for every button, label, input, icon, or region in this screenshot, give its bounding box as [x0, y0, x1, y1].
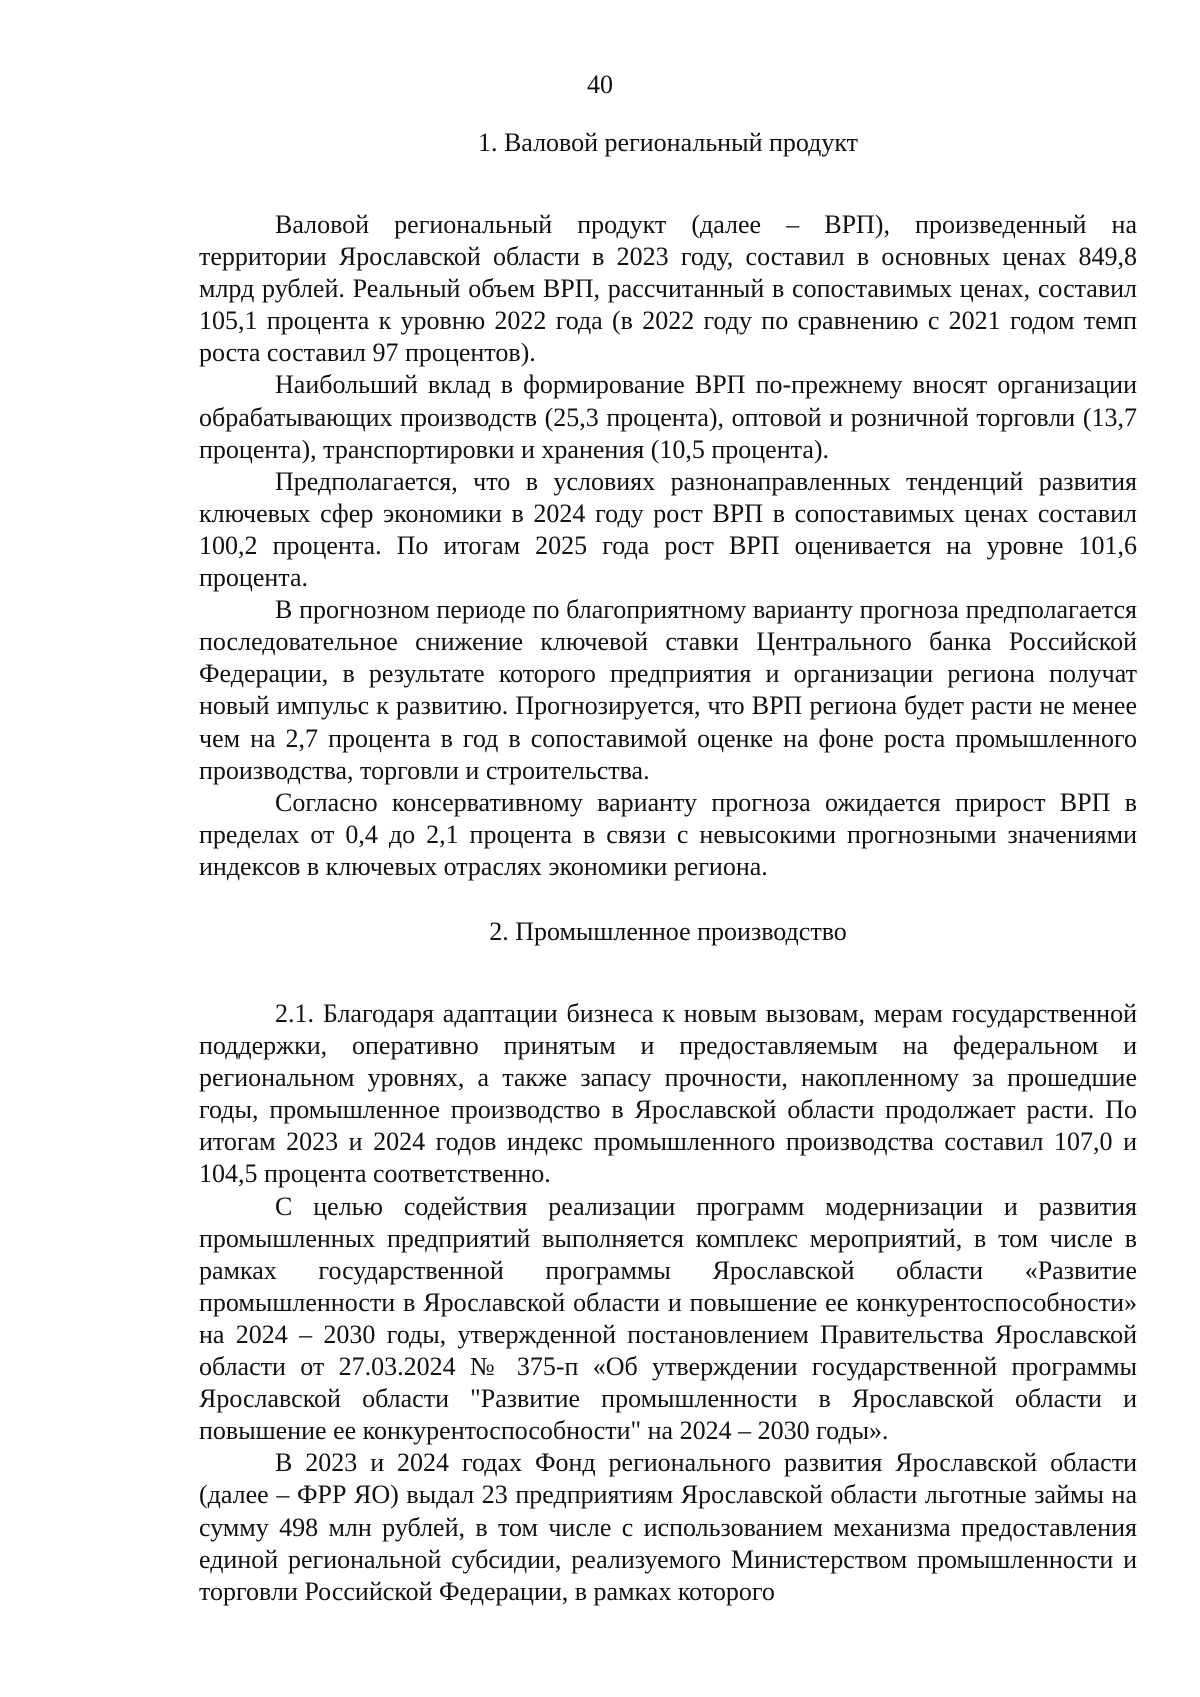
section-industrial-production: [199, 917, 1137, 1608]
section-heading: 2. Промышленное производство: [489, 917, 847, 946]
section-heading: 1. Валовой региональный продукт: [477, 128, 859, 157]
paragraph: В прогнозном периоде по благоприятному варианту прогноза предполагается последовательное снижение ключевой ставки Центрального банка Российской Федерации, в результате которого предприятия и организации региона получат новый импульс к развитию. Прогнозируется, что ВРП региона будет расти не менее чем на 2,7 процента в год в сопоставимой оценке на фоне роста промышленного производства, торговли и строительства.: [199, 595, 1137, 785]
section-body: [199, 998, 1137, 1608]
section-body: [199, 209, 1137, 883]
paragraph: Валовой региональный продукт (далее – ВРП), произведенный на территории Ярославской области в 2023 году, составил в основных ценах 849,8 млрд рублей. Реальный объем ВРП, рассчитанный в сопоставимых ценах, составил 105,1 процента к уровню 2022 года (в 2022 году по сравнению с 2021 годом темп роста составил 97 процентов).: [199, 210, 1137, 368]
paragraph: Предполагается, что в условиях разнонаправленных тенденций развития ключевых сфер экономики в 2024 году рост ВРП в сопоставимых ценах составил 100,2 процента. По итогам 2025 года рост ВРП оценивается на уровне 101,6 процента.: [199, 466, 1137, 593]
page-number: 40: [587, 70, 613, 99]
paragraph: Наибольший вклад в формирование ВРП по-прежнему вносят организации обрабатывающих производств (25,3 процента), оптовой и розничной торговли (13,7 процента), транспортировки и хранения (10,5 процента).: [199, 370, 1137, 464]
paragraph: Согласно консервативному варианту прогноза ожидается прирост ВРП в пределах от 0,4 до 2,1 процента в связи с невысокими прогнозными значениями индексов в ключевых отраслях экономики региона.: [199, 787, 1137, 881]
section-gross-regional-product: [199, 128, 1137, 883]
paragraph: 2.1. Благодаря адаптации бизнеса к новым вызовам, мерам государственной поддержки, оперативно принятым и предоставляемым на федеральном и региональном уровнях, а также запасу прочности, накопленному за прошедшие годы, промышленное производство в Ярославской области продолжает расти. По итогам 2023 и 2024 годов индекс промышленного производства составил 107,0 и 104,5 процента соответственно.: [199, 999, 1137, 1189]
paragraph: С целью содействия реализации программ модернизации и развития промышленных предприятий выполняется комплекс мероприятий, в том числе в рамках государственной программы Ярославской области «Развитие промышленности в Ярославской области и повышение ее конкурентоспособности» на 2024 – 2030 годы, утвержденной постановлением Правительства Ярославской области от 27.03.2024 № 375-п «Об утверждении государственной программы Ярославской области "Развитие промышленности в Ярославской области и повышение ее конкурентоспособности" на 2024 – 2030 годы».: [199, 1191, 1137, 1446]
paragraph: В 2023 и 2024 годах Фонд регионального развития Ярославской области (далее – ФРР ЯО) выдал 23 предприятиям Ярославской области льготные займы на сумму 498 млн рублей, в том числе с использованием механизма предоставления единой региональной субсидии, реализуемого Министерством промышленности и торговли Российской Федерации, в рамках которого: [199, 1448, 1137, 1606]
